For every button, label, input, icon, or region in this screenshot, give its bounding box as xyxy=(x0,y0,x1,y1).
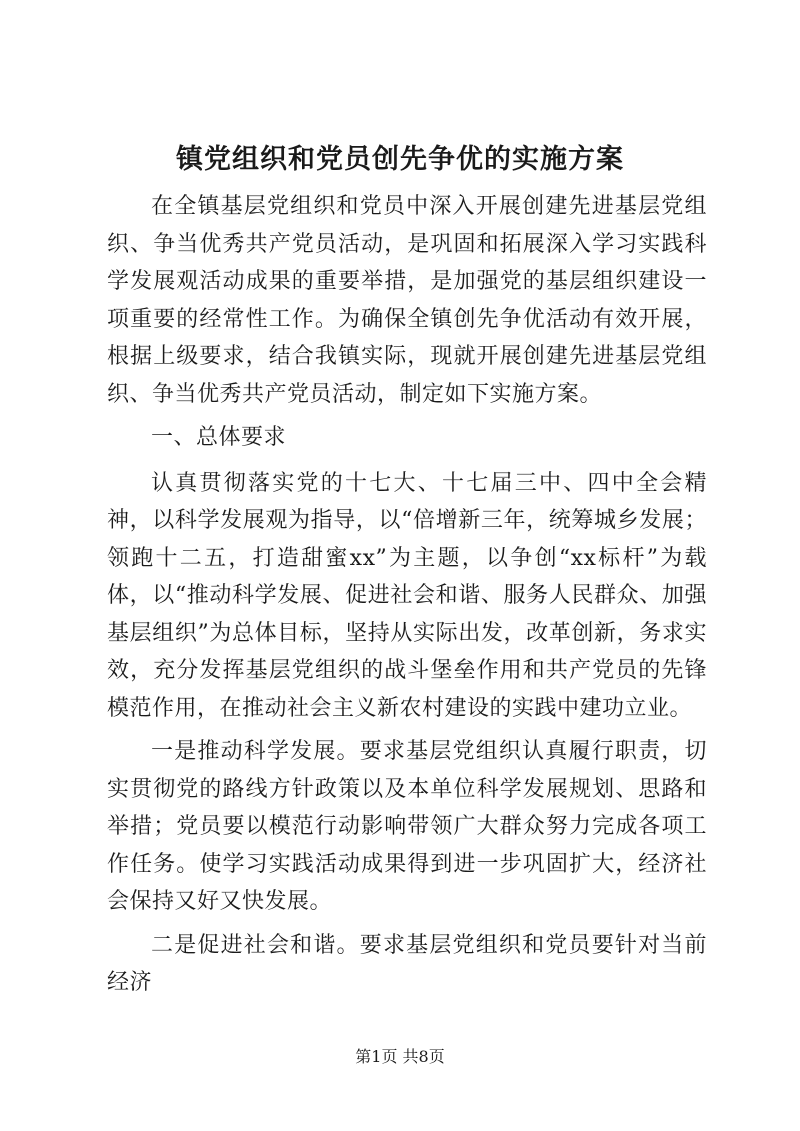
paragraph-promote-scientific-development: 一是推动科学发展。要求基层党组织认真履行职责，切实贯彻党的路线方针政策以及本单位科学发展规划、思路和举措；党员要以模范行动影响带领广大群众努力完成各项工作任务。使学习实践活动成果得到进一步巩固扩大，经济社会保持又好又快发展。 xyxy=(107,739,707,914)
paragraph-promote-social-harmony: 二是促进社会和谐。要求基层党组织和党员要针对当前经济 xyxy=(107,932,707,995)
document-body xyxy=(107,188,707,1008)
paragraph-general-requirements: 认真贯彻落实党的十七大、十七届三中、四中全会精神，以科学发展观为指导，以“倍增新三年，统筹城乡发展；领跑十二五，打造甜蜜xx”为主题，以争创“xx标杆”为载体，以“推动科学发展、促进社会和谐、服务人民群众、加强基层组织”为总体目标，坚持从实际出发，改革创新，务求实效，充分发挥基层党组织的战斗堡垒作用和共产党员的先锋模范作用，在推动社会主义新农村建设的实践中建功立业。 xyxy=(107,470,707,721)
paragraph-intro: 在全镇基层党组织和党员中深入开展创建先进基层党组织、争当优秀共产党员活动，是巩固和拓展深入学习实践科学发展观活动成果的重要举措，是加强党的基层组织建设一项重要的经常性工作。为确保全镇创先争优活动有效开展，根据上级要求，结合我镇实际，现就开展创建先进基层党组织、争当优秀共产党员活动，制定如下实施方案。 xyxy=(107,194,707,407)
page-number-footer: 第1页 共8页 xyxy=(355,1047,445,1066)
section-heading-general-requirements: 一、总体要求 xyxy=(151,425,287,450)
document-title: 镇党组织和党员创先争优的实施方案 xyxy=(176,144,624,175)
